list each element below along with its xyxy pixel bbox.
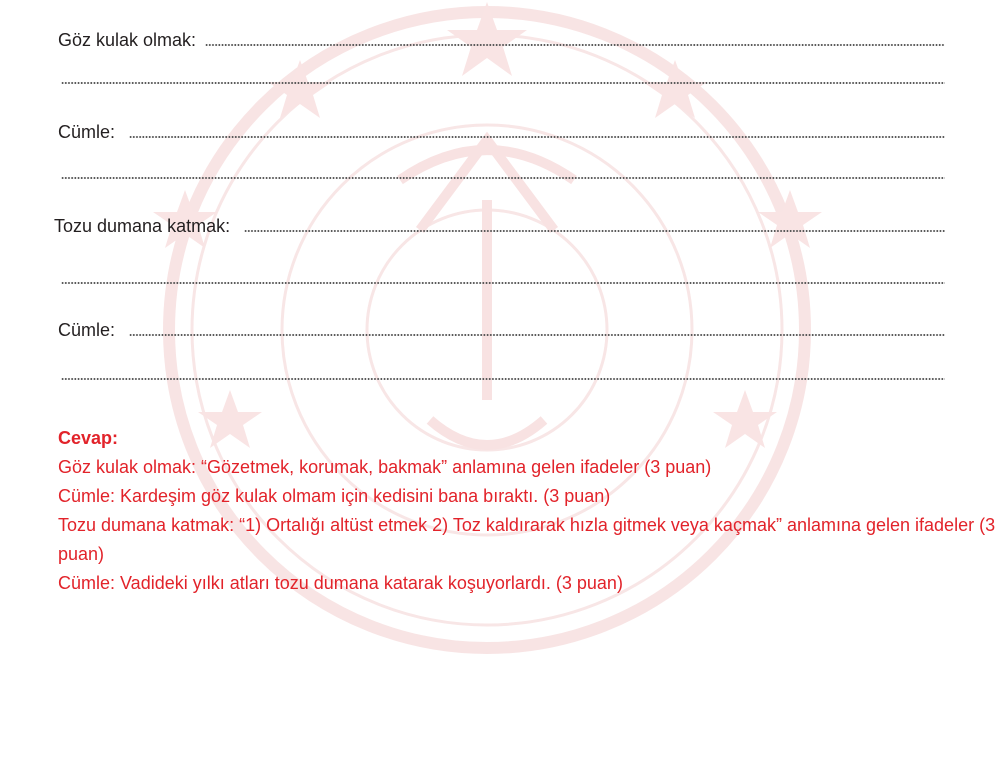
idiom-line[interactable] xyxy=(58,27,945,51)
answer-heading: Cevap: xyxy=(58,428,119,448)
dotted-line xyxy=(61,82,945,84)
idiom-label: Göz kulak olmak: xyxy=(58,30,202,50)
continuation-line[interactable] xyxy=(58,361,945,385)
sentence-line[interactable] xyxy=(58,119,945,143)
answer-text: Cümle: Vadideki yılkı atları tozu dumana katarak koşuyorlardı. (3 puan) xyxy=(58,573,623,593)
sentence-line[interactable] xyxy=(58,317,945,341)
continuation-line[interactable] xyxy=(58,265,945,289)
continuation-line[interactable] xyxy=(58,65,945,89)
answer-text: Göz kulak olmak: “Gözetmek, korumak, bakmak” anlamına gelen ifadeler (3 puan) xyxy=(58,457,712,477)
dotted-line xyxy=(129,136,945,138)
sentence-label: Cümle: xyxy=(58,122,126,142)
answer-text: Cümle: Kardeşim göz kulak olmam için kedisini bana bıraktı. (3 puan) xyxy=(58,486,611,506)
dotted-line xyxy=(61,378,945,380)
dotted-line xyxy=(129,334,945,336)
dotted-line xyxy=(61,282,945,284)
continuation-line[interactable] xyxy=(58,160,945,184)
answer-key xyxy=(58,424,998,598)
idiom-line[interactable] xyxy=(54,213,945,237)
sentence-label: Cümle: xyxy=(58,320,126,340)
dotted-line xyxy=(205,44,945,46)
answer-text: Tozu dumana katmak: “1) Ortalığı altüst etmek 2) Toz kaldırarak hızla gitmek veya kaçmak” anlamına gelen ifadeler (3 puan) xyxy=(58,515,996,564)
dotted-line xyxy=(61,177,945,179)
idiom-label: Tozu dumana katmak: xyxy=(54,216,241,236)
dotted-line xyxy=(244,230,945,232)
